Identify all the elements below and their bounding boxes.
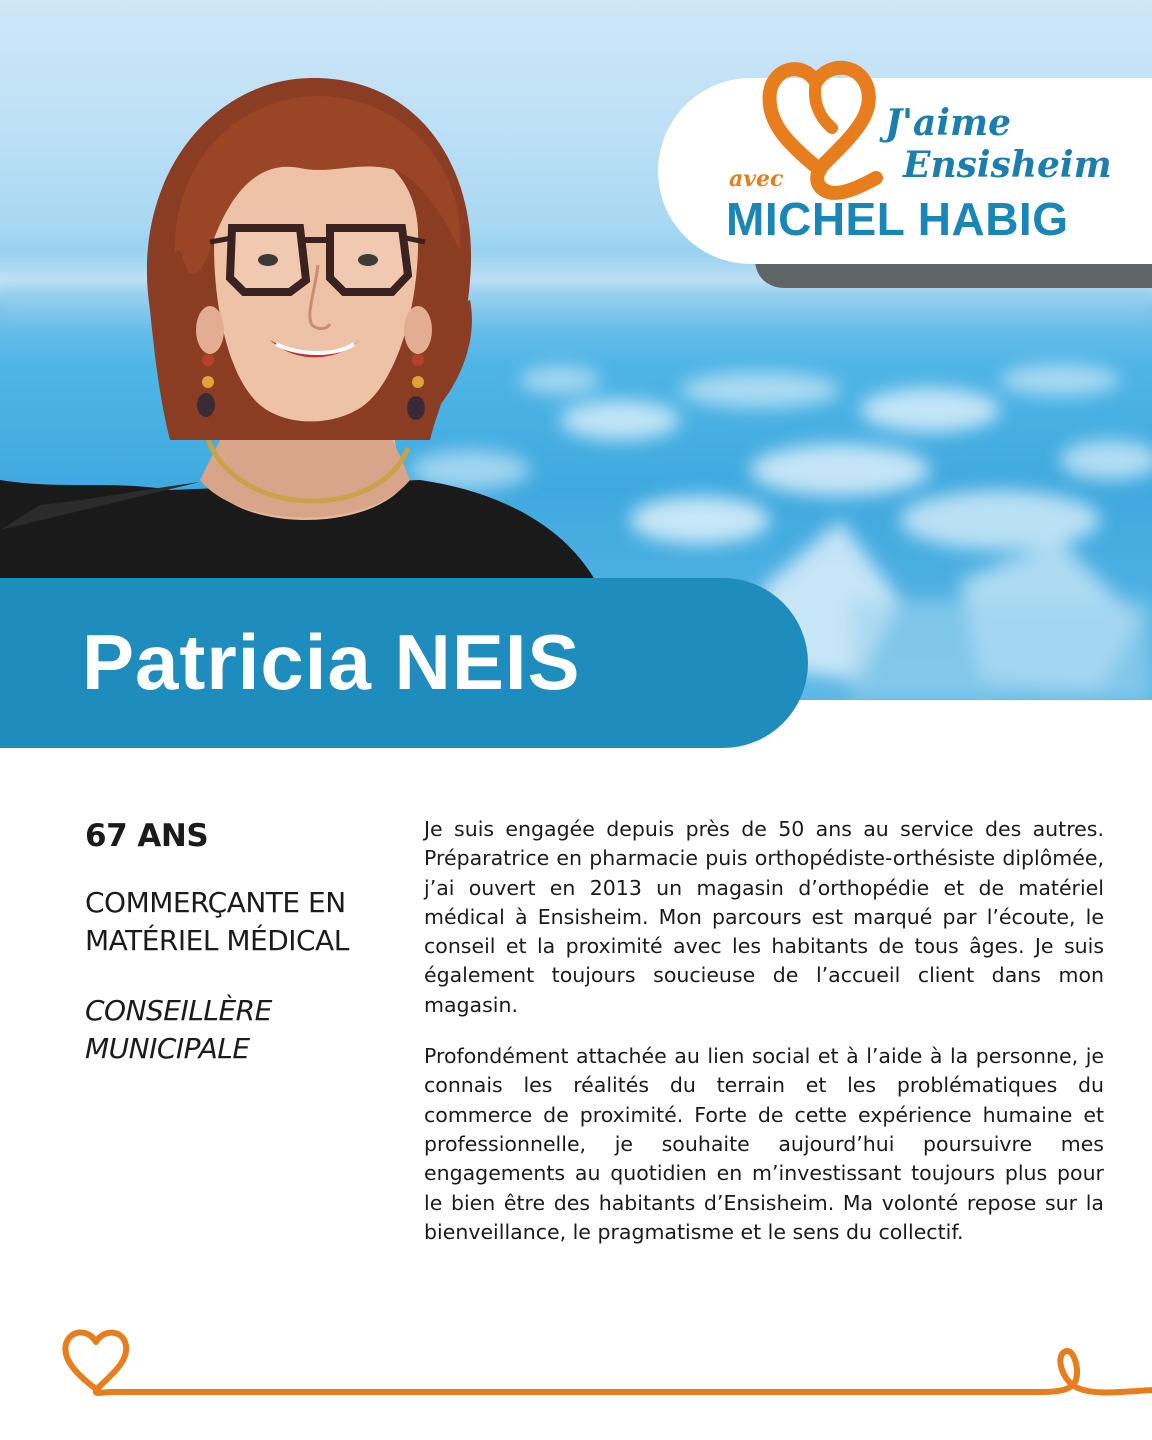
footer-ribbon-line — [0, 1310, 1152, 1420]
bio-paragraph: Je suis engagée depuis près de 50 ans au service des autres. Préparatrice en pharmacie puis orthopédiste-orthésiste diplômée, j’ai ouvert en 2013 un magasin d’orthopédie et de matériel médical à Ensisheim. Mon parcours est marqué par l’écoute, le conseil et la proximité avec les habitants de tous âges. Je suis également toujours soucieuse de l’accueil client dans mon magasin. — [424, 817, 1104, 1017]
candidate-name: Patricia NEIS — [82, 618, 581, 706]
candidate-bio — [424, 815, 1104, 1269]
candidate-portrait — [0, 60, 620, 580]
candidate-profession: COMMERÇANTE EN MATÉRIEL MÉDICAL — [85, 886, 349, 957]
logo-slogan-line1: J'aime — [885, 102, 1012, 144]
logo-slogan-line2: Ensisheim — [903, 144, 1112, 186]
candidate-role: CONSEILLÈRE MUNICIPALE — [85, 994, 272, 1065]
candidate-age: 67 ANS — [85, 818, 209, 854]
footer-heart-icon — [65, 1332, 1152, 1393]
bio-paragraph: Profondément attachée au lien social et à l’aide à la personne, je connais les réalités du terrain et les problématiques du commerce de proximité. Forte de cette expérience humaine et professionnelle, je souhaite aujourd’hui poursuivre mes engagements au quotidien en m’investissant toujours plus pour le bien être des habitants d’Ensisheim. Ma volonté repose sur la bienveillance, le pragmatisme et le sens du collectif. — [424, 1044, 1104, 1244]
logo-avec-label: avec — [729, 166, 784, 192]
logo-candidate-name: MICHEL HABIG — [726, 193, 1069, 245]
